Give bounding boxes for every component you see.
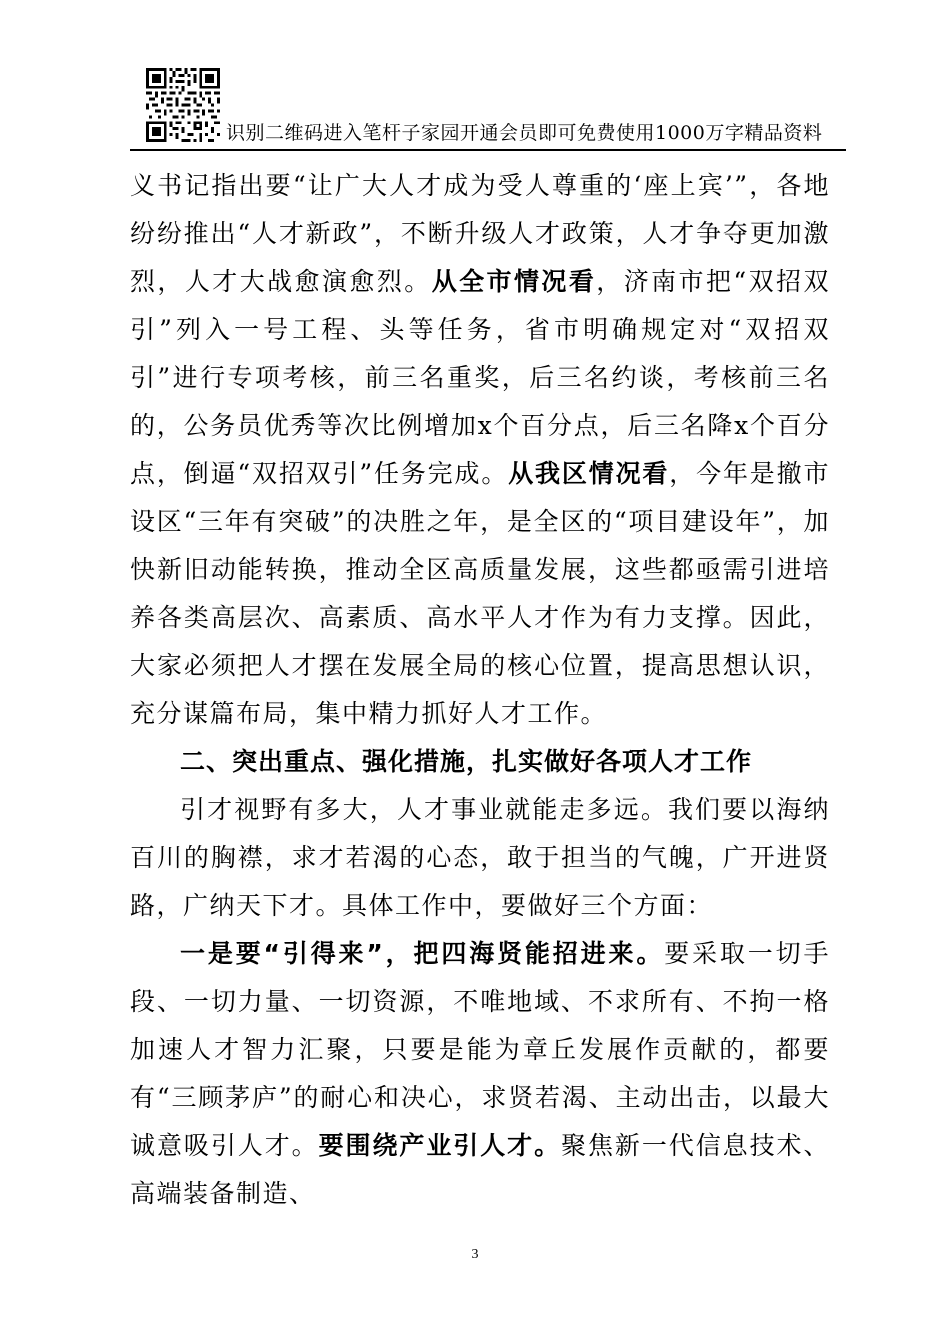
paragraph-2: 引才视野有多大，人才事业就能走多远。我们要以海纳百川的胸襟，求才若渴的心态，敢于担当的气魄，广开进贤路，广纳天下才。具体工作中，要做好三个方面： (130, 795, 830, 920)
paragraph-1-text-c: ，济南市把“双招双引”列入一号工程、头等任务，省市明确规定对“双招双引”进行专项考核，前三名重奖，后三名约谈，考核前三名的，公务员优秀等次比例增加x个百分点，后三名降x个百分点，倒逼“双招双引”任务完成。 (130, 267, 830, 488)
paragraph-1 (130, 162, 830, 738)
paragraph-3-lead: 一是要“引得来”，把四海贤能招进来。 (180, 939, 665, 968)
paragraph-3-text-a: 要采取一切手段、一切力量、一切资源，不唯地域、不求所有、不拘一格加速人才智力汇聚，只要是能为章丘发展作贡献的，都要有“三顾茅庐”的耐心和决心，求贤若渴、主动出击，以最大诚意吸引人才。 (130, 939, 830, 1160)
paragraph-1-bold-district: 从我区情况看 (508, 459, 670, 488)
page-number: 3 (471, 1247, 479, 1262)
header-divider (130, 149, 846, 151)
paragraph-3-bold-industry: 要围绕产业引人才。 (318, 1131, 562, 1160)
paragraph-3-text-c: 聚焦新一代信息技术、高端装备制造、 (130, 1131, 830, 1208)
page-header (146, 68, 846, 146)
qr-code-icon (146, 68, 220, 142)
paragraph-1-text-d: ，今年是撤市设区“三年有突破”的决胜之年，是全区的“项目建设年”，加快新旧动能转换，推动全区高质量发展，这些都亟需引进培养各类高层次、高素质、高水平人才作为有力支撑。因此，大家必须把人才摆在发展全局的核心位置，提高思想认识，充分谋篇布局，集中精力抓好人才工作。 (130, 459, 830, 728)
document-body (130, 162, 830, 1218)
paragraph-1-text-a: 义书记指出要“让广大人才成为受人尊重的‘座上宾’”，各地纷纷推出“人才新政”，不断升级人才政策，人才争夺更加激烈，人才大战愈演愈烈。 (130, 171, 830, 296)
paragraph-3 (130, 930, 830, 1218)
section-heading-2: 二、突出重点、强化措施，扎实做好各项人才工作 (180, 747, 753, 776)
paragraph-1-bold-city: 从全市情况看 (431, 267, 597, 296)
header-banner-text: 识别二维码进入笔杆子家园开通会员即可免费使用1000万字精品资料 (226, 122, 823, 144)
